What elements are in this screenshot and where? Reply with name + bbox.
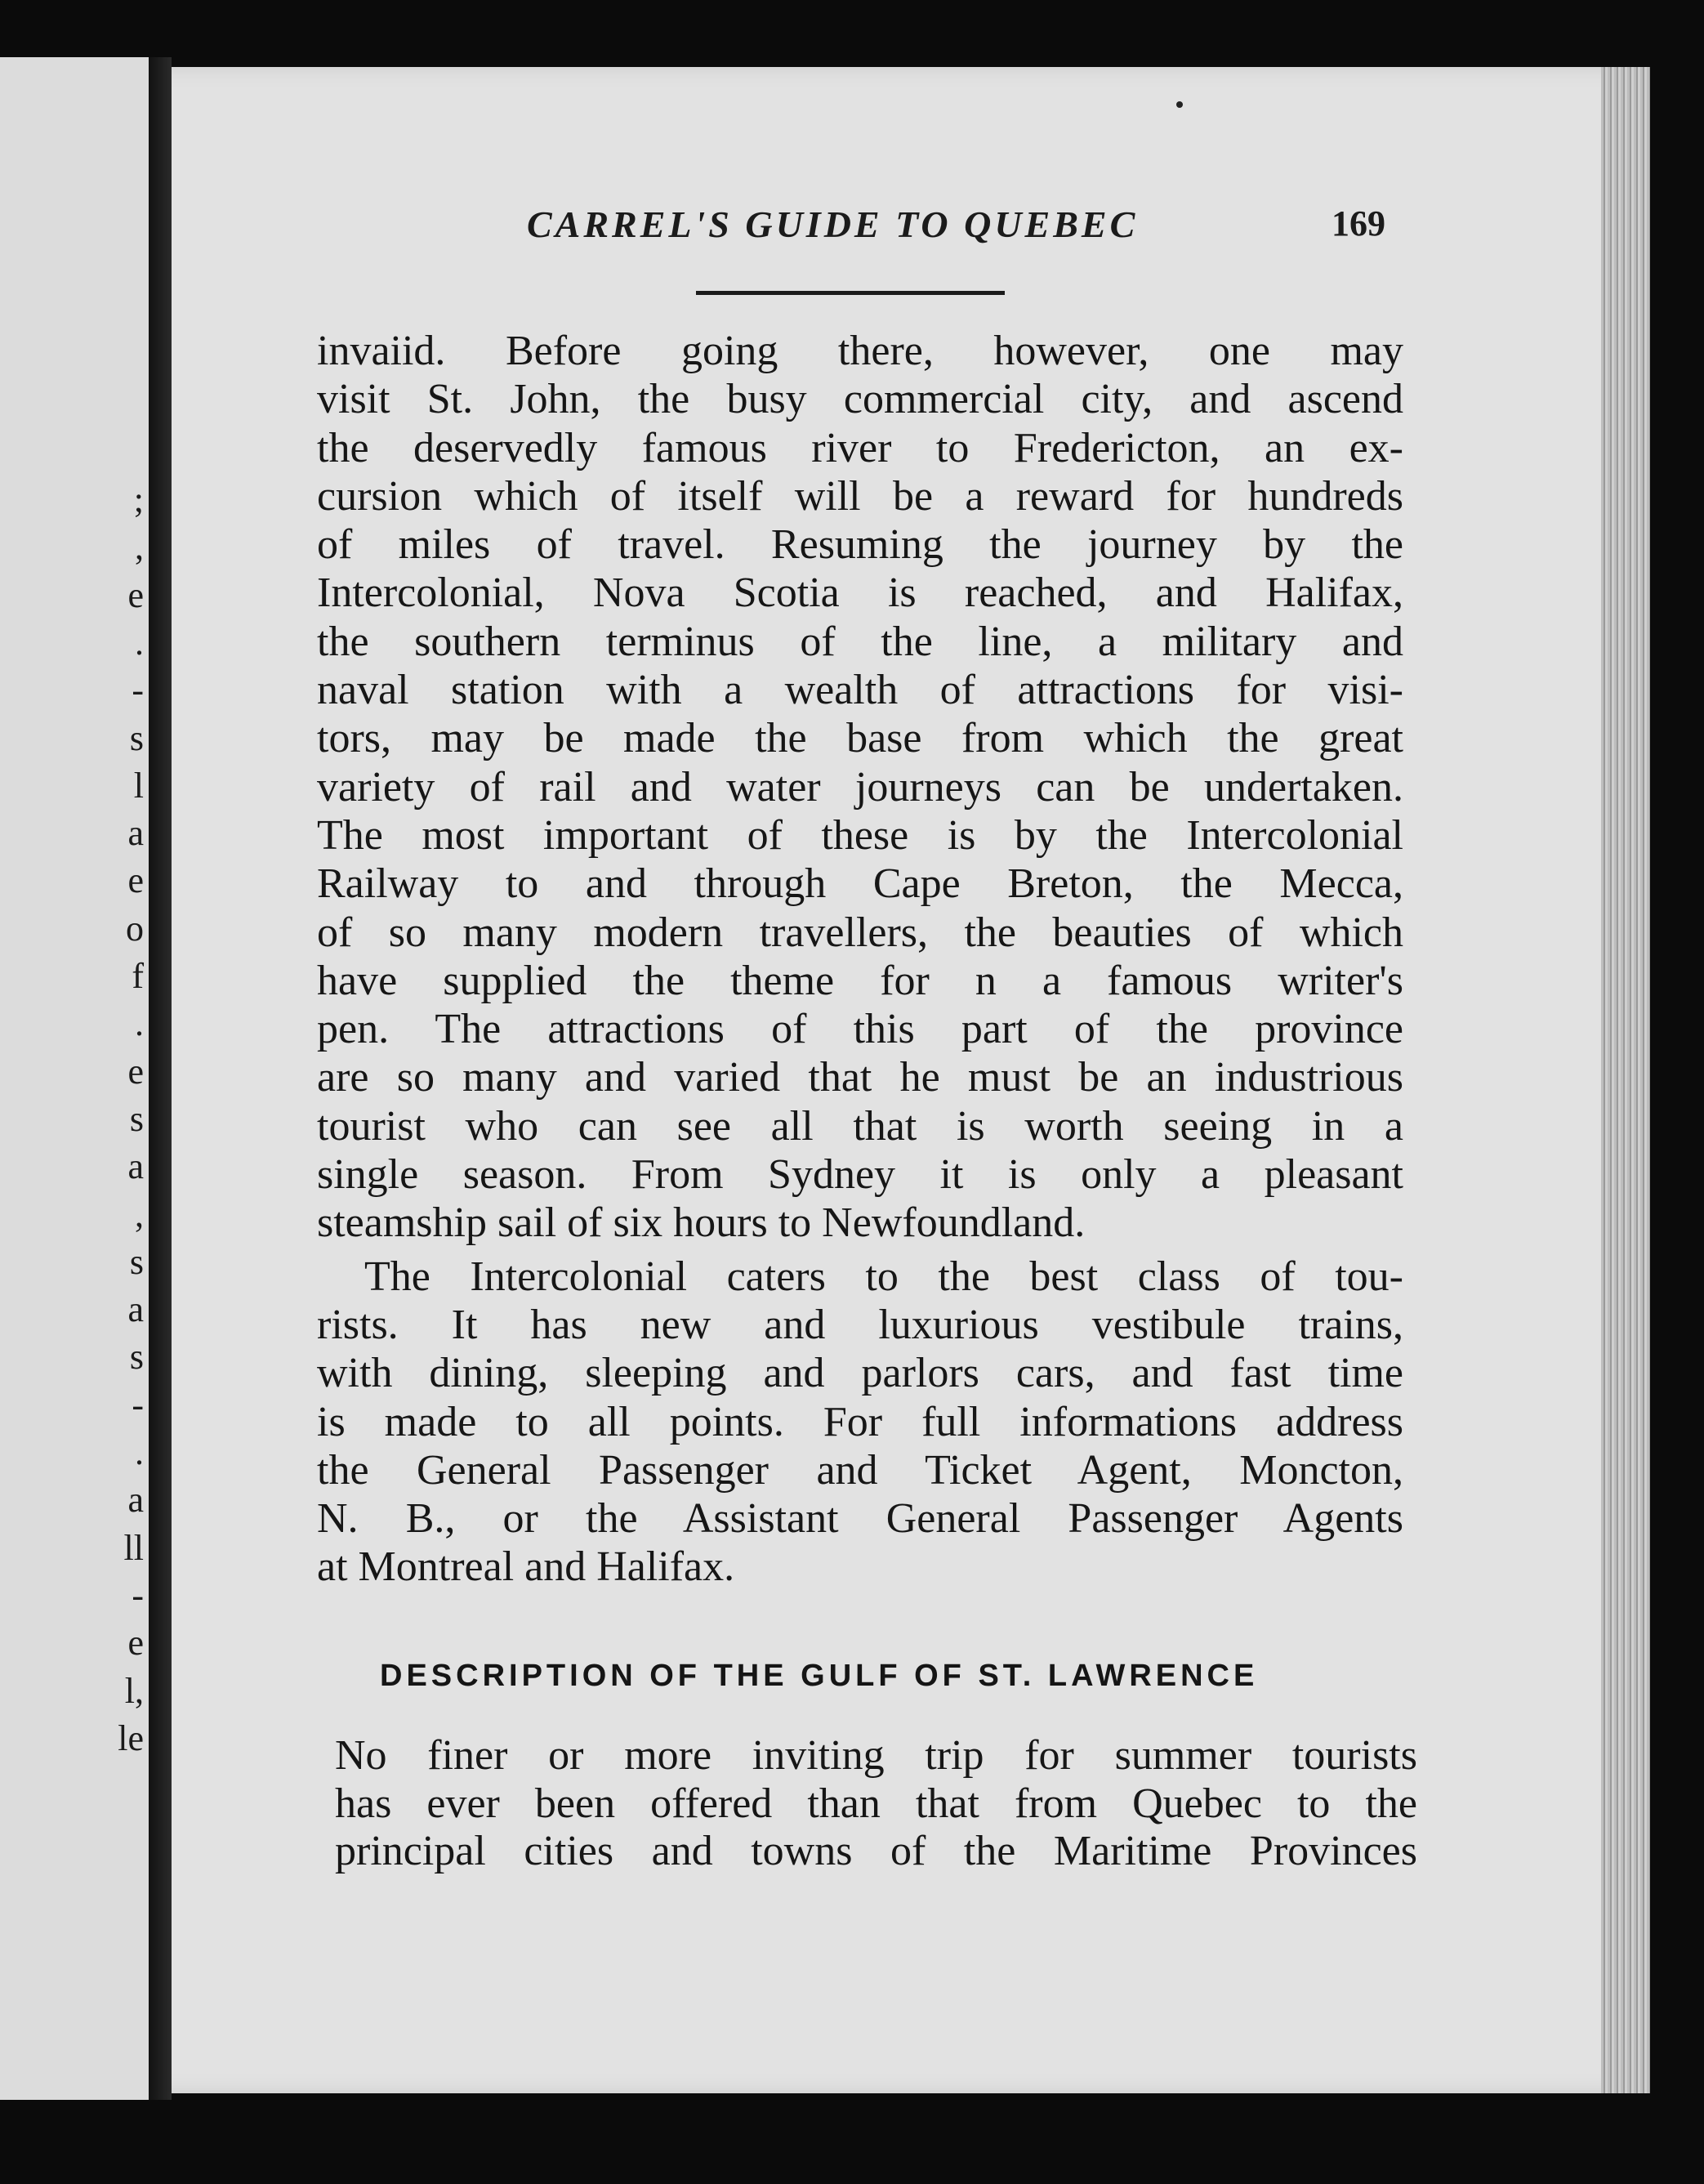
previous-page-fragment: e bbox=[127, 1051, 144, 1092]
text-line: has ever been offered than that from Quebec to the bbox=[335, 1780, 1417, 1827]
previous-page-fragment: ll bbox=[123, 1527, 144, 1568]
running-head: CARREL'S GUIDE TO QUEBEC bbox=[527, 203, 1139, 245]
text-line: tors, may be made the base from which the great bbox=[317, 715, 1403, 762]
text-line: the deservedly famous river to Fredericton, an ex- bbox=[317, 424, 1403, 471]
previous-page-fragment: s bbox=[129, 1241, 144, 1282]
previous-page-fragment: , bbox=[135, 1194, 144, 1235]
paragraph-1 bbox=[317, 327, 1403, 1248]
text-line: No finer or more inviting trip for summer tourists bbox=[335, 1732, 1417, 1779]
text-line: Railway to and through Cape Breton, the Mecca, bbox=[317, 860, 1403, 908]
previous-page-fragment: - bbox=[132, 1574, 144, 1615]
main-text-block bbox=[317, 327, 1403, 1592]
text-line: The most important of these is by the Intercolonial bbox=[317, 811, 1403, 859]
previous-page-fragment: a bbox=[127, 1480, 144, 1521]
text-line: the southern terminus of the line, a military and bbox=[317, 618, 1403, 665]
previous-page-fragment: s bbox=[129, 1098, 144, 1139]
book-gutter bbox=[149, 57, 172, 2100]
text-line: of miles of travel. Resuming the journey by the bbox=[317, 521, 1403, 569]
page-number: 169 bbox=[1332, 203, 1385, 243]
previous-page-fragment: s bbox=[129, 717, 144, 758]
text-line: steamship sail of six hours to Newfoundland. bbox=[317, 1199, 1086, 1247]
text-line: N. B., or the Assistant General Passenger Agents bbox=[317, 1495, 1403, 1543]
previous-page-fragment: ; bbox=[133, 480, 144, 520]
previous-page-fragment: a bbox=[127, 813, 144, 854]
previous-page-fragment: e bbox=[127, 860, 144, 901]
page-edge-texture bbox=[1601, 67, 1650, 2093]
paragraph-3 bbox=[335, 1732, 1417, 1876]
text-line: is made to all points. For full informations address bbox=[317, 1398, 1403, 1445]
text-line: principal cities and towns of the Maritime Provinces bbox=[335, 1828, 1417, 1874]
previous-page-fragment: . bbox=[135, 1003, 144, 1044]
text-line: the General Passenger and Ticket Agent, Moncton, bbox=[317, 1446, 1403, 1494]
text-line: single season. From Sydney it is only a pleasant bbox=[317, 1151, 1403, 1199]
previous-page-edge bbox=[0, 57, 149, 2100]
previous-page-fragment: o bbox=[126, 908, 144, 949]
text-line: Intercolonial, Nova Scotia is reached, and Halifax, bbox=[317, 569, 1403, 617]
text-line: variety of rail and water journeys can be undertaken. bbox=[317, 763, 1403, 811]
text-line: tourist who can see all that is worth seeing in a bbox=[317, 1102, 1403, 1150]
previous-page-fragment: s bbox=[129, 1337, 144, 1378]
text-line: of so many modern travellers, the beauties of which bbox=[317, 909, 1403, 956]
previous-page-fragment: a bbox=[127, 1289, 144, 1330]
previous-page-fragment: e bbox=[127, 574, 144, 615]
text-line: are so many and varied that he must be an industrious bbox=[317, 1054, 1403, 1101]
previous-page-fragment: - bbox=[132, 1384, 144, 1425]
text-line: The Intercolonial caters to the best class of tou- bbox=[364, 1253, 1403, 1300]
text-line: visit St. John, the busy commercial city, and ascend bbox=[317, 376, 1403, 423]
text-line: have supplied the theme for n a famous writer's bbox=[317, 957, 1403, 1004]
text-line: rists. It has new and luxurious vestibule trains, bbox=[317, 1301, 1403, 1348]
section-heading: DESCRIPTION OF THE GULF OF ST. LAWRENCE bbox=[380, 1659, 1259, 1693]
text-line: cursion which of itself will be a reward for hundreds bbox=[317, 472, 1403, 520]
paragraph-2 bbox=[317, 1253, 1403, 1592]
previous-page-fragment: l, bbox=[124, 1670, 144, 1711]
text-line: at Montreal and Halifax. bbox=[317, 1543, 735, 1591]
previous-page-fragment: l bbox=[133, 765, 144, 806]
print-speck bbox=[1176, 101, 1183, 108]
text-line: pen. The attractions of this part of the province bbox=[317, 1006, 1403, 1053]
header-rule bbox=[696, 291, 1005, 295]
text-line: with dining, sleeping and parlors cars, and fast time bbox=[317, 1350, 1403, 1397]
previous-page-fragment: - bbox=[132, 670, 144, 711]
previous-page-fragment: . bbox=[135, 622, 144, 663]
text-line: invaiid. Before going there, however, one may bbox=[317, 328, 1403, 374]
text-line: naval station with a wealth of attractions for visi- bbox=[317, 667, 1403, 714]
previous-page-fragment: f bbox=[132, 956, 144, 996]
previous-page-fragment: e bbox=[127, 1623, 144, 1664]
previous-page-fragment: . bbox=[135, 1432, 144, 1472]
previous-page-fragment: a bbox=[127, 1146, 144, 1187]
previous-page-fragment: le bbox=[118, 1717, 144, 1758]
previous-page-fragment: , bbox=[135, 527, 144, 568]
